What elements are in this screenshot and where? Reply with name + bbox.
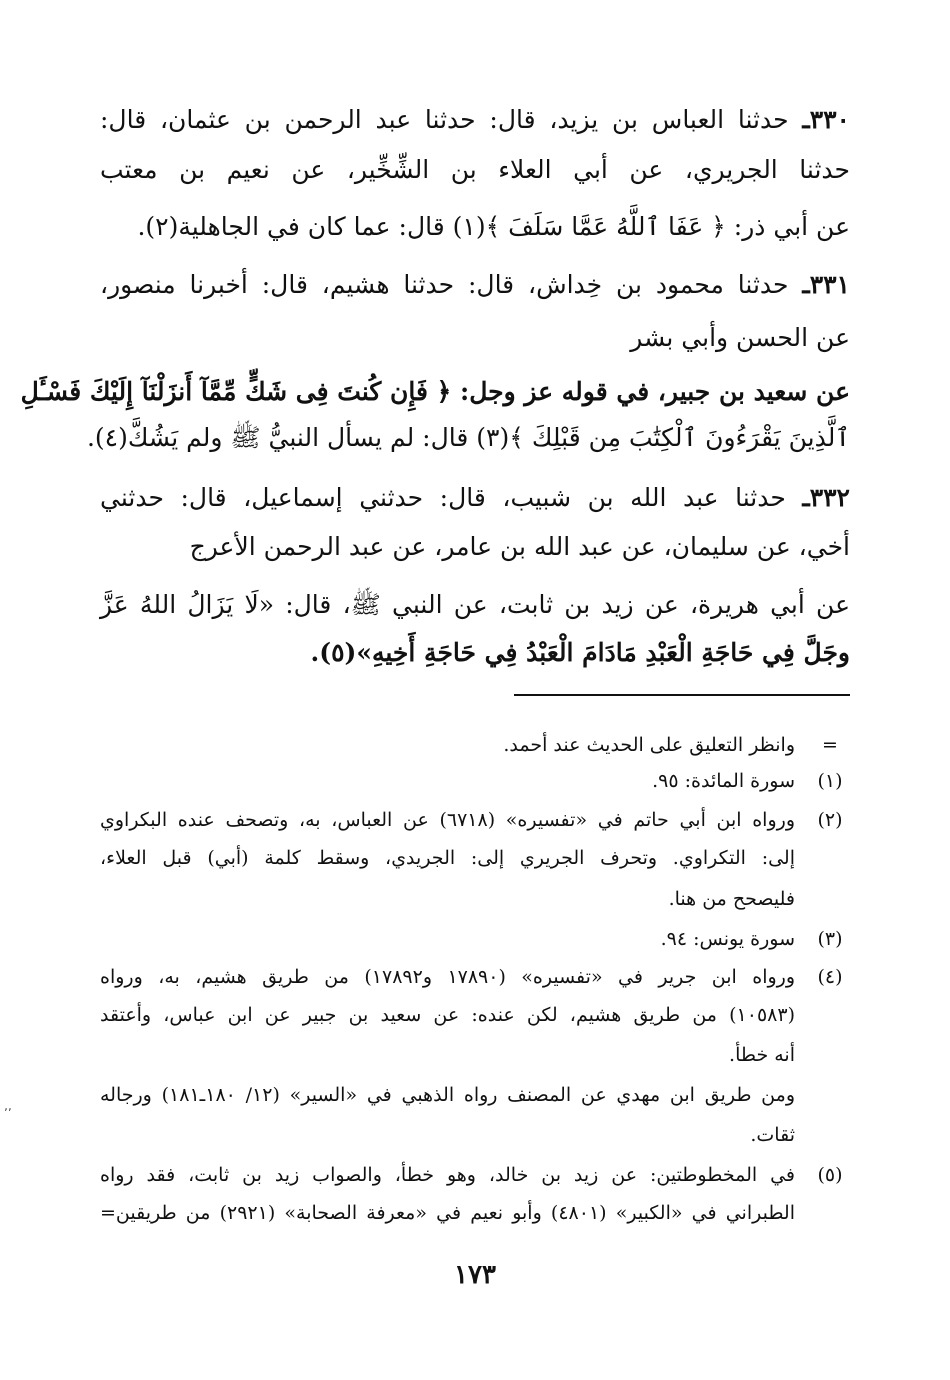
footnote-4-line-4 (100, 1080, 850, 1112)
line-text: حدثنا محمود بن خِداش، قال: حدثنا هشيم، قال: أخبرنا منصور، (100, 270, 803, 299)
footnote-text: في المخطوطتين: عن زيد بن خالد، وهو خطأ، والصواب زيد بن ثابت، فقد رواه (100, 1164, 795, 1186)
footnote-4-line-3 (100, 1040, 850, 1072)
footnote-divider (514, 694, 850, 696)
footnote-mark: = (822, 734, 838, 756)
footnote-continuation (100, 730, 850, 762)
hadith-330-line-2 (100, 150, 850, 194)
footnote-4-line-2 (100, 1000, 850, 1032)
hadith-number: ٣٣٠ـ (802, 105, 850, 134)
footnote-1 (100, 766, 850, 798)
hadith-332-line-2 (100, 527, 850, 571)
hadith-331-line-1 (100, 265, 850, 309)
footnote-text: ورواه ابن أبي حاتم في «تفسيره» (٦٧١٨) عن العباس، به، وتصحف عنده البكراوي (100, 809, 795, 831)
footnote-text: سورة يونس: ٩٤. (660, 928, 795, 950)
line-text: ٱلَّذِينَ يَقْرَءُونَ ٱلْكِتَٰبَ مِن قَبْلِكَ ﴾(٣) قال: لم يسأل النبيُّ ﷺ ولم يَشُكَّ(٤). (86, 423, 850, 452)
footnote-4-line-5 (100, 1120, 850, 1152)
footnote-text: إلى: التكراوي. وتحرف الجريري إلى: الجريدي، وسقط كلمة (أبي) قبل العلاء، (100, 847, 795, 869)
footnote-mark: (٤) (817, 966, 843, 988)
hadith-332-line-3 (100, 585, 850, 629)
footnote-5 (100, 1160, 850, 1192)
line-text: عن الحسن وأبي بشر (630, 323, 850, 352)
line-text: وجَلَّ فِي حَاجَةِ الْعَبْدِ مَادَامَ الْعَبْدُ فِي حَاجَةِ أَخِيهِ»(٥). (310, 638, 850, 667)
footnote-4 (100, 962, 850, 994)
footnote-text: فليصحح من هنا. (668, 888, 795, 910)
line-text: عن أبي ذر: ﴿ عَفَا ٱللَّهُ عَمَّا سَلَفَ ﴾(١) قال: عما كان في الجاهلية(٢). (137, 212, 850, 241)
line-text: حدثنا عبد الله بن شبيب، قال: حدثني إسماعيل، قال: حدثني (100, 483, 803, 512)
line-text: أخي، عن سليمان، عن عبد الله بن عامر، عن عبد الرحمن الأعرج (189, 532, 850, 561)
hadith-332-line-1 (100, 478, 850, 522)
hadith-330-line-3 (100, 207, 850, 251)
footnote-mark: (٣) (817, 928, 843, 950)
footnote-2-line-2 (100, 843, 850, 875)
line-text: حدثنا الجريري، عن أبي العلاء بن الشِّخِّير، عن نعيم بن معتب (100, 155, 850, 184)
footnote-text: ورواه ابن جرير في «تفسيره» (١٧٨٩٠ و١٧٨٩٢) من طريق هشيم، به، ورواه (100, 966, 796, 988)
hadith-331-line-4 (86, 418, 850, 462)
page-number: ١٧٣ (454, 1260, 496, 1290)
hadith-number: ٣٣٢ـ (802, 483, 850, 512)
margin-mark: ٬٬ (4, 1106, 12, 1120)
footnote-2-line-3 (100, 884, 850, 916)
hadith-331-line-2 (100, 318, 850, 362)
footnote-mark: (٢) (817, 809, 843, 831)
footnote-3 (100, 924, 850, 956)
hadith-331-line-3 (20, 372, 850, 416)
footnote-text: سورة المائدة: ٩٥. (652, 770, 795, 792)
footnote-text: ومن طريق ابن مهدي عن المصنف رواه الذهبي في «السير» (١٢/ ١٨٠ـ١٨١) ورجاله (100, 1084, 796, 1106)
line-text: عن سعيد بن جبير، في قوله عز وجل: ﴿ فَإِن كُنتَ فِى شَكٍّ مِّمَّآ أَنزَلْنَآ إِلَيْكَ فَسْـَٔلِ (20, 377, 850, 406)
footnote-mark: (٥) (817, 1164, 843, 1186)
hadith-330-line-1 (100, 100, 850, 144)
footnote-text: وانظر التعليق على الحديث عند أحمد. (503, 734, 795, 756)
footnote-mark: (١) (817, 770, 843, 792)
footnote-2 (100, 805, 850, 837)
line-text: حدثنا العباس بن يزيد، قال: حدثنا عبد الرحمن بن عثمان، قال: (100, 105, 803, 134)
footnote-text: الطبراني في «الكبير» (٤٨٠١) وأبو نعيم في «معرفة الصحابة» (٢٩٢١) من طريقين= (100, 1202, 795, 1224)
hadith-332-line-4 (100, 633, 850, 677)
footnote-5-line-2 (100, 1198, 850, 1230)
footnote-text: أنه خطأ. (729, 1044, 795, 1066)
footnote-text: (١٠٥٨٣) من طريق هشيم، لكن عنده: عن سعيد بن جبير عن ابن عباس، وأعتقد (100, 1004, 795, 1026)
line-text: عن أبي هريرة، عن زيد بن ثابت، عن النبي ﷺ، قال: «لَا يَزَالُ اللهُ عَزَّ (100, 590, 850, 619)
hadith-number: ٣٣١ـ (802, 270, 850, 299)
footnote-text: ثقات. (750, 1124, 795, 1146)
